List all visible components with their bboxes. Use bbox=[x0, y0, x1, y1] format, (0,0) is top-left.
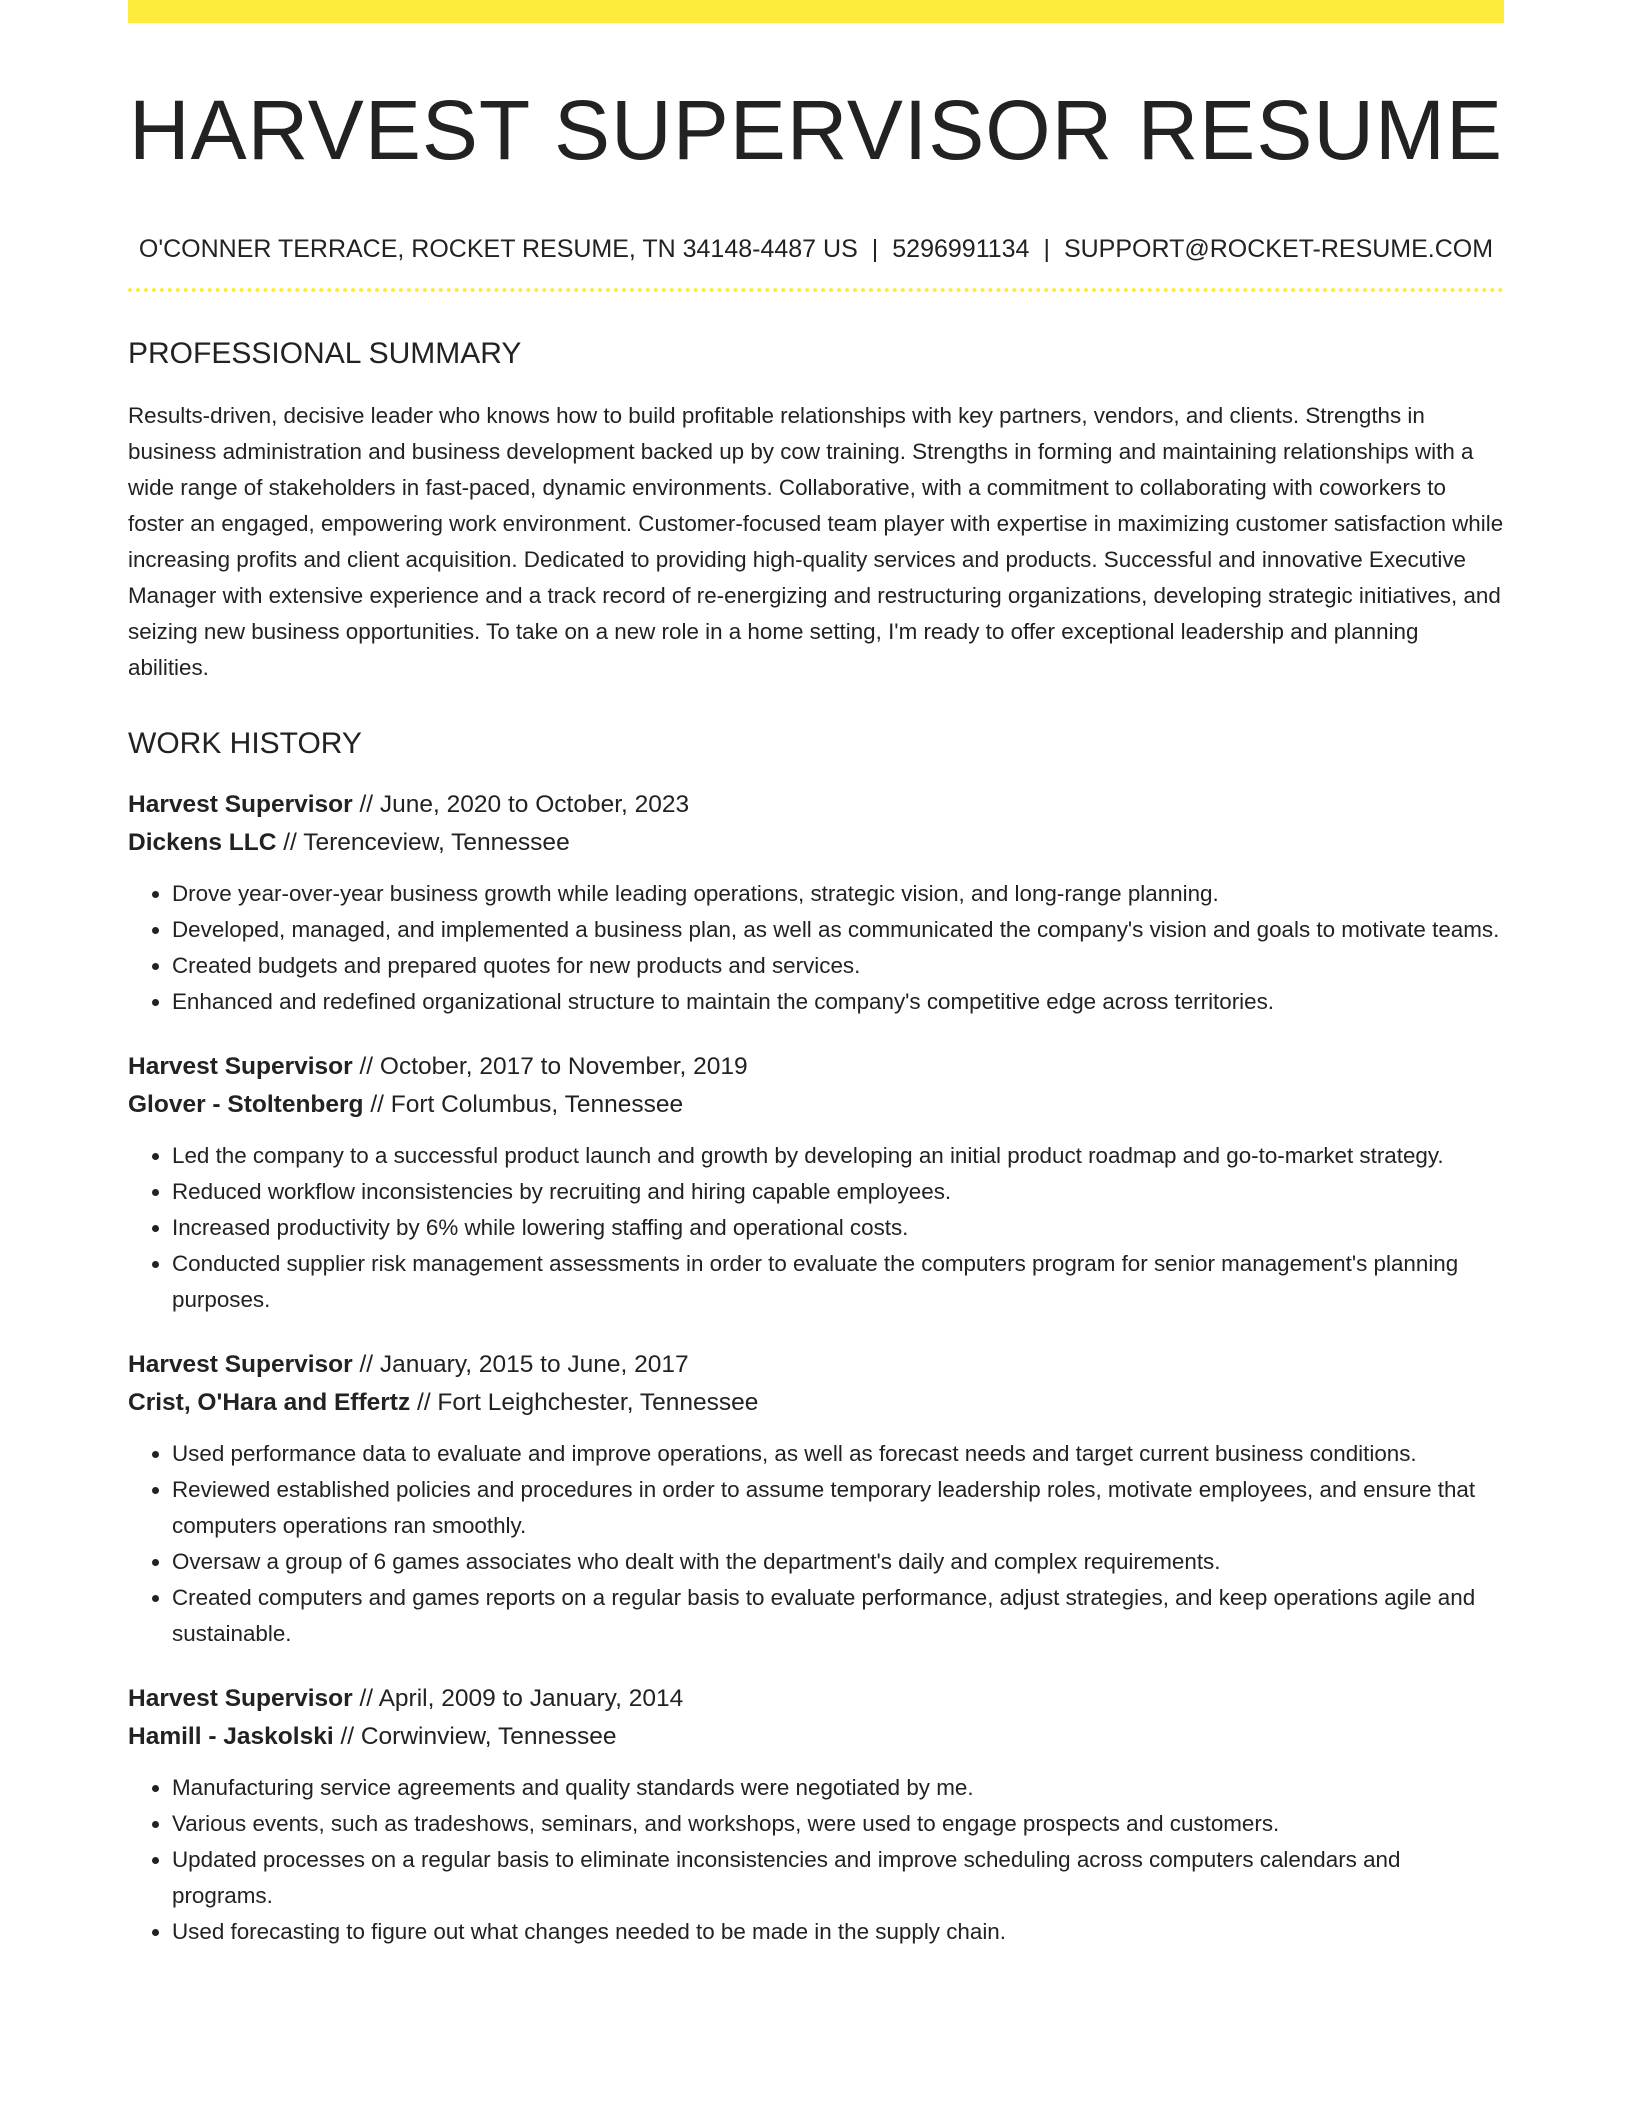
job-dates: // April, 2009 to January, 2014 bbox=[352, 1685, 684, 1712]
dotted-divider bbox=[128, 288, 1504, 292]
job-title: Harvest Supervisor bbox=[128, 1053, 353, 1080]
job-company: Crist, O'Hara and Effertz bbox=[128, 1389, 411, 1416]
work-history-heading: WORK HISTORY bbox=[128, 727, 362, 760]
job-bullet: • Drove year-over-year business growth while leading operations, strategic vision, and long-range planning. bbox=[172, 876, 1504, 912]
job-bullet: • Increased productivity by 6% while lowering staffing and operational costs. bbox=[172, 1210, 1504, 1246]
job-bullet: • Oversaw a group of 6 games associates who dealt with the department's daily and complex requirements. bbox=[172, 1544, 1504, 1580]
job-location: // Fort Columbus, Tennessee bbox=[363, 1091, 684, 1118]
job-bullets bbox=[128, 1138, 1504, 1318]
job-bullet: • Conducted supplier risk management assessments in order to evaluate the computers program for senior management's planning purposes. bbox=[172, 1246, 1504, 1318]
job-bullet: • Used performance data to evaluate and improve operations, as well as forecast needs and target current business conditions. bbox=[172, 1436, 1504, 1472]
job-company-line bbox=[128, 824, 1504, 862]
job-title: Harvest Supervisor bbox=[128, 791, 353, 818]
job-company-line bbox=[128, 1086, 1504, 1124]
job-title: Harvest Supervisor bbox=[128, 1685, 353, 1712]
job-bullet: • Used forecasting to figure out what changes needed to be made in the supply chain. bbox=[172, 1914, 1504, 1950]
job-company: Dickens LLC bbox=[128, 829, 277, 856]
job-dates: // June, 2020 to October, 2023 bbox=[352, 791, 690, 818]
job-title: Harvest Supervisor bbox=[128, 1351, 353, 1378]
job-title-line bbox=[128, 786, 1504, 824]
job-bullet: • Manufacturing service agreements and quality standards were negotiated by me. bbox=[172, 1770, 1504, 1806]
job-dates: // January, 2015 to June, 2017 bbox=[352, 1351, 689, 1378]
job-entry bbox=[128, 1346, 1504, 1652]
job-bullet: • Developed, managed, and implemented a business plan, as well as communicated the company's vision and goals to motivate teams. bbox=[172, 912, 1504, 948]
job-location: // Corwinview, Tennessee bbox=[333, 1723, 617, 1750]
contact-separator: | bbox=[1043, 235, 1050, 263]
contact-line bbox=[128, 232, 1504, 266]
job-title-line bbox=[128, 1680, 1504, 1718]
job-location: // Fort Leighchester, Tennessee bbox=[410, 1389, 759, 1416]
summary-heading: PROFESSIONAL SUMMARY bbox=[128, 337, 522, 370]
job-bullet: • Updated processes on a regular basis to eliminate inconsistencies and improve scheduling across computers calendars and programs. bbox=[172, 1842, 1504, 1914]
job-bullet: • Reviewed established policies and procedures in order to assume temporary leadership roles, motivate employees, and ensure that computers operations ran smoothly. bbox=[172, 1472, 1504, 1544]
job-entry bbox=[128, 1048, 1504, 1318]
job-dates: // October, 2017 to November, 2019 bbox=[352, 1053, 748, 1080]
job-company: Hamill - Jaskolski bbox=[128, 1723, 334, 1750]
job-entry bbox=[128, 786, 1504, 1020]
resume-title: HARVEST SUPERVISOR RESUME bbox=[128, 83, 1504, 177]
summary-text: Results-driven, decisive leader who knows how to build profitable relationships with key partners, vendors, and clients. Strengths in business administration and business development backed up by cow training. Strengths in forming and maintaining relationships with a wide range of stakeholders in fast-paced, dynamic environments. Collaborative, with a commitment to collaborating with coworkers to foster an engaged, empowering work environment. Customer-focused team player with expertise in maximizing customer satisfaction while increasing profits and client acquisition. Dedicated to providing high-quality services and products. Successful and innovative Executive Manager with extensive experience and a track record of re-energizing and restructuring organizations, developing strategic initiatives, and seizing new business opportunities. To take on a new role in a home setting, I'm ready to offer exceptional leadership and planning abilities. bbox=[128, 403, 1504, 680]
job-bullet: • Led the company to a successful product launch and growth by developing an initial product roadmap and go-to-market strategy. bbox=[172, 1138, 1504, 1174]
resume-page bbox=[128, 0, 1504, 1950]
job-location: // Terenceview, Tennessee bbox=[276, 829, 570, 856]
job-bullets bbox=[128, 1436, 1504, 1652]
contact-separator: | bbox=[871, 235, 879, 263]
job-entry bbox=[128, 1680, 1504, 1950]
job-bullet: • Created computers and games reports on a regular basis to evaluate performance, adjust strategies, and keep operations agile and sustainable. bbox=[172, 1580, 1504, 1652]
job-title-line bbox=[128, 1048, 1504, 1086]
job-bullet: • Enhanced and redefined organizational structure to maintain the company's competitive edge across territories. bbox=[172, 984, 1504, 1020]
contact-email: SUPPORT@ROCKET-RESUME.COM bbox=[1063, 235, 1494, 263]
job-bullets bbox=[128, 876, 1504, 1020]
job-company-line bbox=[128, 1384, 1504, 1422]
job-title-line bbox=[128, 1346, 1504, 1384]
job-company-line bbox=[128, 1718, 1504, 1756]
job-bullet: • Reduced workflow inconsistencies by recruiting and hiring capable employees. bbox=[172, 1174, 1504, 1210]
job-bullets bbox=[128, 1770, 1504, 1950]
job-bullet: • Various events, such as tradeshows, seminars, and workshops, were used to engage prospects and customers. bbox=[172, 1806, 1504, 1842]
contact-address: O'CONNER TERRACE, ROCKET RESUME, TN 34148-4487 US bbox=[138, 235, 858, 263]
contact-phone: 5296991134 bbox=[892, 235, 1030, 263]
job-bullet: • Created budgets and prepared quotes for new products and services. bbox=[172, 948, 1504, 984]
job-company: Glover - Stoltenberg bbox=[128, 1091, 364, 1118]
